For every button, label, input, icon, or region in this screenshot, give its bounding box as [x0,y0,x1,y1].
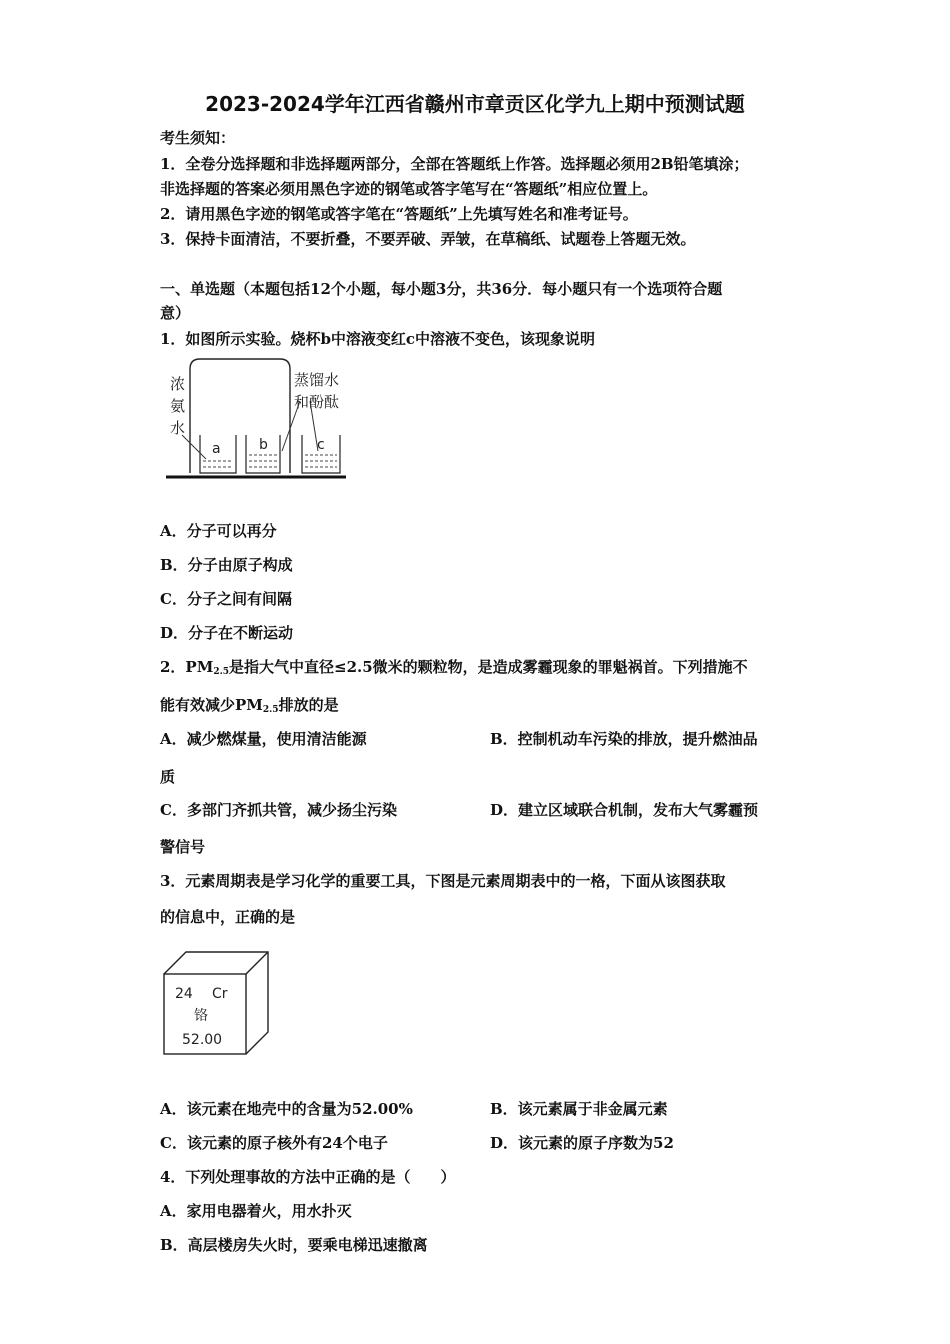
q1-option-c: C．分子之间有间隔 [160,590,292,608]
q3-stem-line1: 3．元素周期表是学习化学的重要工具，下图是元素周期表中的一格，下面从该图获取 [160,872,726,890]
notice-item-1a: 1．全卷分选择题和非选择题两部分，全部在答题纸上作答。选择题必须用2B铅笔填涂； [160,155,749,173]
notice-heading: 考生须知： [160,129,236,147]
right-label-2: 和酚酞 [294,393,340,411]
q2-pm-text: 2．PM [160,658,214,676]
q2-option-d: D．建立区域联合机制，发布大气雾霾预 [490,801,759,819]
q3-option-b: B．该元素属于非金属元素 [490,1100,668,1118]
q2-option-b: B．控制机动车污染的排放，提升燃油品 [490,730,758,748]
beaker-b-label: b [259,437,268,453]
q2-stem-text: 是指大气中直径≤2.5微米的颗粒物，是造成雾霾现象的罪魁祸首。下列措施不 [229,658,748,676]
atomic-mass: 52.00 [182,1032,223,1048]
beaker-c-label: c [317,437,325,453]
q3-option-c: C．该元素的原子核外有24个电子 [160,1134,388,1152]
element-symbol: Cr [212,986,228,1002]
q3-option-a: A．该元素在地壳中的含量为52.00% [160,1100,413,1118]
section-heading: 一、单选题（本题包括12个小题，每小题3分，共36分．每小题只有一个选项符合题 [160,280,723,298]
q2-option-b-cont: 质 [160,768,176,786]
element-name: 铬 [194,1008,208,1024]
element-cell-figure [160,948,275,1058]
q4-option-a: A．家用电器着火，用水扑灭 [160,1202,352,1220]
notice-item-2: 2．请用黑色字迹的钢笔或答字笔在“答题纸”上先填写姓名和准考证号。 [160,205,638,223]
q2-pm-subscript-2: 2.5 [262,705,279,715]
q2-stem-text-3: 排放的是 [278,696,339,714]
q1-option-a: A．分子可以再分 [160,522,277,540]
page-title: 2023-2024学年江西省赣州市章贡区化学九上期中预测试题 [205,92,745,116]
right-label-1: 蒸馏水 [294,371,340,389]
q2-stem-line2 [160,694,339,715]
q2-stem-text-2: 能有效减少PM [160,696,263,714]
q3-stem-line2: 的信息中，正确的是 [160,908,296,926]
q1-figure [160,355,360,485]
notice-item-3: 3．保持卡面清洁，不要折叠，不要弄破、弄皱，在草稿纸、试题卷上答题无效。 [160,230,696,248]
section-heading-cont: 意） [160,304,191,322]
q2-option-c: C．多部门齐抓共管，减少扬尘污染 [160,801,397,819]
q1-option-d: D．分子在不断运动 [160,624,294,642]
notice-item-1b: 非选择题的答案必须用黑色字迹的钢笔或答字笔写在“答题纸”相应位置上。 [160,180,658,198]
q2-pm-subscript: 2.5 [213,667,229,677]
q2-option-a: A．减少燃煤量，使用清洁能源 [160,730,367,748]
left-label-1: 浓 [170,375,186,393]
left-label-2: 氨 [170,397,186,415]
atomic-number: 24 [175,986,193,1002]
q2-option-d-cont: 警信号 [160,838,206,856]
left-label-3: 水 [170,419,186,437]
q1-stem: 1．如图所示实验。烧杯b中溶液变红c中溶液不变色，该现象说明 [160,330,596,348]
q1-option-b: B．分子由原子构成 [160,556,293,574]
q4-stem: 4．下列处理事故的方法中正确的是（ ） [160,1168,456,1186]
q2-stem-line1 [160,656,748,677]
beaker-a-label: a [212,441,221,457]
q4-option-b: B．高层楼房失火时，要乘电梯迅速撤离 [160,1236,428,1254]
q3-option-d: D．该元素的原子序数为52 [490,1134,674,1152]
